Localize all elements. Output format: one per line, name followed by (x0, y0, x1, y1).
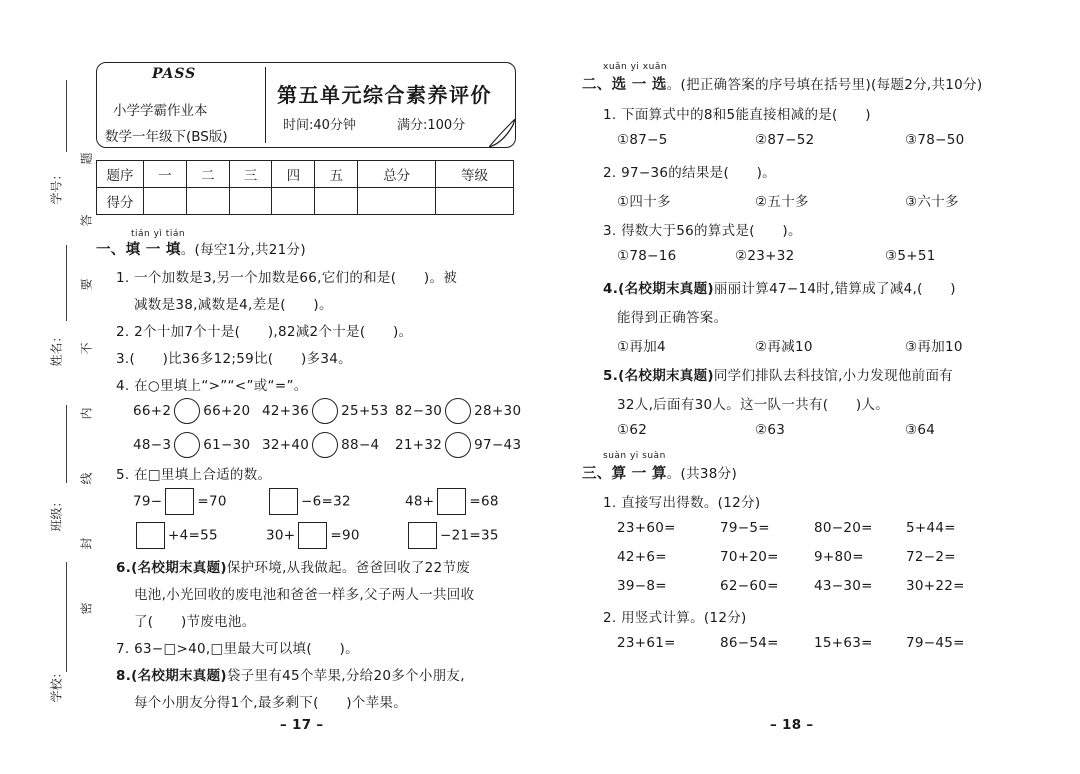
seal-char: 答 (79, 214, 94, 227)
calc-item: 9+80= (814, 549, 864, 565)
q1-line1: 1. 一个加数是3,另一个加数是66,它们的和是( )。被 (116, 270, 458, 286)
compare-circle[interactable] (445, 398, 471, 424)
section2-pinyin: xuǎn yi xuǎn (603, 62, 668, 72)
q2: 2. 2个十加7个十是( ),82减2个十是( )。 (116, 324, 413, 340)
score-input-cell[interactable] (229, 188, 272, 215)
table-cell: 五 (315, 161, 358, 188)
header-box (96, 62, 516, 148)
calc-item: 79−5= (720, 520, 770, 536)
score-label: 满分:100分 (397, 118, 466, 133)
score-input-cell[interactable] (272, 188, 315, 215)
s2-q1: 1. 下面算式中的8和5能直接相减的是( ) (603, 107, 871, 123)
table-row (97, 188, 514, 215)
option[interactable]: ③5+51 (885, 248, 936, 264)
q6-line3: 了( )节废电池。 (134, 614, 256, 630)
calc-item: 72−2= (906, 549, 956, 565)
compare-row (262, 398, 388, 424)
calc-item: 23+61= (617, 635, 676, 651)
fill-row (266, 488, 351, 515)
grade-label: 数学一年级下(BS版) (105, 129, 228, 145)
fill-row (133, 522, 218, 549)
q8-line1: 袋子里有45个苹果,分给20多个小朋友, (226, 668, 465, 684)
fill-row (405, 488, 499, 515)
section1-title: 一、填 一 填 (96, 242, 181, 258)
expr: 79− (133, 493, 163, 510)
compare-row (262, 432, 379, 458)
page-number-left: – 17 – (280, 717, 324, 733)
calc-item: 5+44= (906, 520, 956, 536)
section2-note: 。(把正确答案的序号填在括号里)(每题2分,共10分) (666, 77, 983, 93)
section2-title: 二、选 一 选 (582, 77, 667, 93)
table-cell: 三 (229, 161, 272, 188)
exam-tag: 6.(名校期末真题) (116, 560, 227, 576)
expr: 25+53 (341, 403, 389, 419)
fill-row (405, 522, 499, 549)
seal-char: 密 (79, 602, 94, 615)
header-divider (265, 67, 266, 143)
compare-circle[interactable] (312, 398, 338, 424)
section1-note: 。(每空1分,共21分) (180, 242, 306, 258)
answer-box[interactable] (298, 522, 327, 549)
s2-q4-line1: 丽丽计算47−14时,错算成了减4,( ) (713, 281, 956, 297)
table-cell: 四 (272, 161, 315, 188)
option[interactable]: ②再减10 (755, 339, 813, 355)
calc-item: 15+63= (814, 635, 873, 651)
score-input-cell[interactable] (358, 188, 436, 215)
score-input-cell[interactable] (315, 188, 358, 215)
expr: 21+32 (395, 437, 443, 453)
answer-box[interactable] (437, 488, 466, 515)
school-label: 学校： (49, 666, 64, 703)
expr: 32+40 (262, 437, 310, 453)
s2-q3: 3. 得数大于56的算式是( )。 (603, 223, 802, 239)
page-number-right: – 18 – (770, 717, 814, 733)
expr: 66+20 (203, 403, 251, 419)
option[interactable]: ②五十多 (755, 194, 809, 210)
expr: 48−3 (133, 437, 172, 453)
expr: =90 (330, 527, 360, 544)
q6-line2: 电池,小光回收的废电池和爸爸一样多,父子两人一共回收 (134, 587, 475, 603)
name-label: 姓名： (49, 330, 64, 367)
table-cell: 得分 (97, 188, 144, 215)
option[interactable]: ③六十多 (905, 194, 959, 210)
option[interactable]: ③64 (905, 422, 936, 438)
answer-box[interactable] (165, 488, 194, 515)
compare-circle[interactable] (174, 432, 200, 458)
answer-box[interactable] (136, 522, 165, 549)
option[interactable]: ③78−50 (905, 132, 965, 148)
page-title: 第五单元综合素养评价 (277, 83, 492, 107)
expr: =68 (469, 493, 499, 510)
q4: 4. 在○里填上“>”“<”或“=”。 (116, 378, 308, 394)
section3-title: 三、算 一 算 (582, 466, 667, 482)
expr: −6=32 (301, 493, 351, 510)
option[interactable]: ③再加10 (905, 339, 963, 355)
option[interactable]: ①四十多 (617, 194, 671, 210)
score-input-cell[interactable] (186, 188, 229, 215)
s2-q5-line2: 32人,后面有30人。这一队一共有( )人。 (617, 397, 890, 413)
expr: 82−30 (395, 403, 443, 419)
option[interactable]: ①87−5 (617, 132, 668, 148)
calc-item: 80−20= (814, 520, 873, 536)
seal-char: 要 (79, 278, 94, 291)
option[interactable]: ②87−52 (755, 132, 815, 148)
calc-item: 30+22= (906, 578, 965, 594)
section3-pinyin: suàn yi suàn (603, 451, 666, 461)
exam-tag: 5.(名校期末真题) (603, 368, 714, 384)
q5: 5. 在□里填上合适的数。 (116, 467, 272, 483)
option[interactable]: ②23+32 (735, 248, 795, 264)
option[interactable]: ①78−16 (617, 248, 677, 264)
seal-char: 题 (79, 152, 94, 165)
q7: 7. 63−□>40,□里最大可以填( )。 (116, 641, 359, 657)
expr: 30+ (266, 527, 296, 544)
table-cell: 总分 (358, 161, 436, 188)
compare-circle[interactable] (174, 398, 200, 424)
seal-char: 封 (79, 537, 94, 550)
calc-item: 23+60= (617, 520, 676, 536)
table-cell: 一 (144, 161, 187, 188)
table-cell: 题序 (97, 161, 144, 188)
seal-char: 线 (79, 472, 94, 485)
expr: +4=55 (168, 527, 218, 544)
option[interactable]: ①62 (617, 422, 648, 438)
option[interactable]: ①再加4 (617, 339, 666, 355)
pass-logo: PASS (152, 66, 197, 82)
exam-tag: 4.(名校期末真题) (603, 281, 714, 297)
student-id-label: 学号： (49, 168, 64, 205)
expr: 28+30 (474, 403, 522, 419)
exam-tag: 8.(名校期末真题) (116, 668, 227, 684)
compare-row (133, 432, 250, 458)
q6-line1: 保护环境,从我做起。爸爸回收了22节废 (226, 560, 471, 576)
s2-q5-line1: 同学们排队去科技馆,小力发现他前面有 (713, 368, 954, 384)
page-curl-icon (489, 119, 517, 149)
score-table (96, 160, 514, 215)
brand-name: 小学学霸作业本 (113, 103, 208, 119)
fill-line (66, 80, 67, 152)
expr: =70 (197, 493, 227, 510)
expr: 42+36 (262, 403, 310, 419)
seal-char: 内 (79, 407, 94, 420)
calc-item: 42+6= (617, 549, 667, 565)
score-input-cell[interactable] (144, 188, 187, 215)
calc-item: 79−45= (906, 635, 965, 651)
section1-pinyin: tián yì tián (131, 229, 186, 239)
calc-item: 70+20= (720, 549, 779, 565)
calc-item: 62−60= (720, 578, 779, 594)
option[interactable]: ②63 (755, 422, 786, 438)
table-row (97, 161, 514, 188)
time-label: 时间:40分钟 (283, 118, 356, 133)
score-input-cell[interactable] (436, 188, 514, 215)
fill-row (266, 522, 360, 549)
compare-circle[interactable] (445, 432, 471, 458)
table-cell: 二 (186, 161, 229, 188)
seal-char: 不 (79, 342, 94, 355)
expr: 88−4 (341, 437, 380, 453)
expr: 48+ (405, 493, 435, 510)
q8-line2: 每个小朋友分得1个,最多剩下( )个苹果。 (134, 695, 408, 711)
expr: 61−30 (203, 437, 251, 453)
fill-line (66, 562, 67, 672)
q1-line2: 减数是38,减数是4,差是( )。 (134, 297, 333, 313)
q3: 3.( )比36多12;59比( )多34。 (116, 351, 352, 367)
table-cell: 等级 (436, 161, 514, 188)
section3-note: 。(共38分) (666, 466, 738, 482)
compare-row (395, 398, 521, 424)
s2-q4-line2: 能得到正确答案。 (617, 310, 728, 326)
s3-q1: 1. 直接写出得数。(12分) (603, 495, 761, 511)
calc-item: 39−8= (617, 578, 667, 594)
answer-box[interactable] (408, 522, 437, 549)
compare-row (395, 432, 521, 458)
calc-item: 43−30= (814, 578, 873, 594)
fill-row (133, 488, 227, 515)
class-label: 班级： (49, 495, 64, 532)
fill-line (66, 405, 67, 483)
expr: −21=35 (440, 527, 499, 544)
s2-q2: 2. 97−36的结果是( )。 (603, 165, 776, 181)
expr: 97−43 (474, 437, 522, 453)
answer-box[interactable] (269, 488, 298, 515)
calc-item: 86−54= (720, 635, 779, 651)
compare-row (133, 398, 250, 424)
s3-q2: 2. 用竖式计算。(12分) (603, 610, 747, 626)
fill-line (66, 245, 67, 321)
compare-circle[interactable] (312, 432, 338, 458)
expr: 66+2 (133, 403, 172, 419)
